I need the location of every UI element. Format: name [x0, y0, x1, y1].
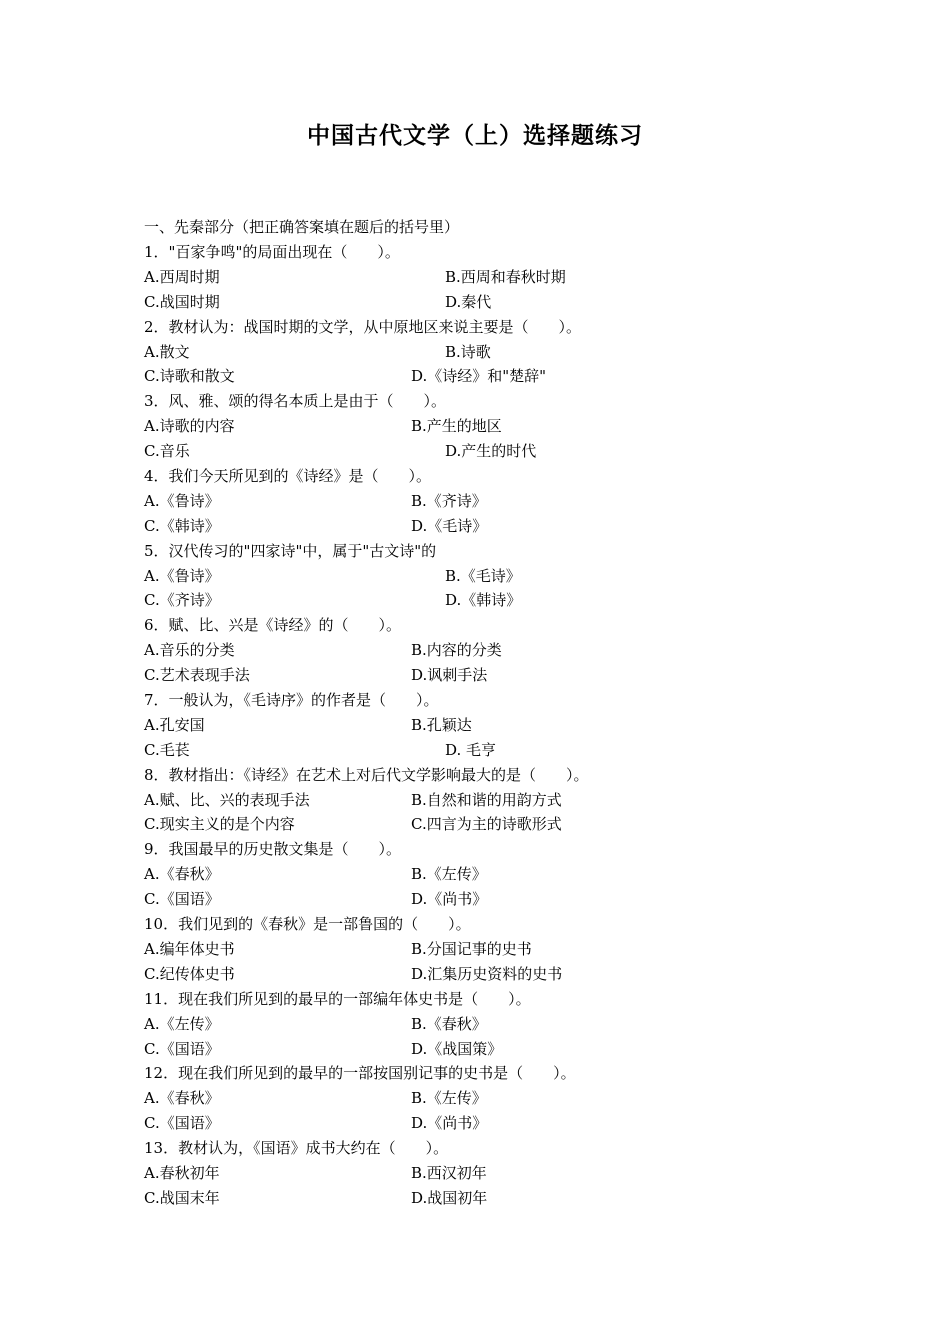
option-row [144, 1186, 844, 1211]
option-text: B.《齐诗》 [411, 491, 487, 510]
option-text: D.《尚书》 [411, 1114, 488, 1133]
option-text: A.孔安国 [144, 715, 205, 734]
question-stem: 9．我国最早的历史散文集是（ ）。 [144, 840, 402, 859]
option-text: B.分国记事的史书 [411, 939, 532, 958]
question-stem: 3．风、雅、颂的得名本质上是由于（ ）。 [144, 392, 447, 411]
option-row [144, 439, 844, 464]
option-text: B.自然和谐的用韵方式 [411, 790, 562, 809]
question-stem: 8．教材指出：《诗经》在艺术上对后代文学影响最大的是（ ）。 [144, 765, 589, 784]
option-text: D.《诗经》和"楚辞" [411, 367, 547, 386]
option-text: C.毛苌 [144, 740, 190, 759]
option-text: B.《毛诗》 [445, 566, 521, 585]
option-row [144, 588, 844, 613]
option-row [144, 812, 844, 837]
option-text: A.西周时期 [144, 267, 220, 286]
option-row [144, 290, 844, 315]
question-stem: 2．教材认为：战国时期的文学，从中原地区来说主要是（ ）。 [144, 317, 582, 336]
option-text: A.《春秋》 [144, 1089, 220, 1108]
question-stem: 12．现在我们所见到的最早的一部按国别记事的史书是（ ）。 [144, 1064, 576, 1083]
option-row [144, 887, 844, 912]
option-row [144, 713, 844, 738]
option-text: D.《韩诗》 [445, 591, 522, 610]
option-row [144, 514, 844, 539]
option-text: C.纪传体史书 [144, 964, 235, 983]
option-row [144, 663, 844, 688]
option-row [144, 489, 844, 514]
option-text: B.《左传》 [411, 865, 487, 884]
option-row [144, 340, 844, 365]
option-text: D.《尚书》 [411, 890, 488, 909]
option-text: C.《国语》 [144, 890, 220, 909]
question-stem: 1．"百家争鸣"的局面出现在（ ）。 [144, 243, 400, 261]
option-text: A.《鲁诗》 [144, 491, 220, 510]
option-row [144, 564, 844, 589]
question-stem: 10．我们见到的《春秋》是一部鲁国的（ ）。 [144, 915, 471, 934]
option-text: C.战国末年 [144, 1188, 220, 1207]
option-row [144, 862, 844, 887]
option-text: C.艺术表现手法 [144, 666, 250, 685]
option-row [144, 1161, 844, 1186]
option-text: D.《毛诗》 [411, 516, 488, 535]
option-text: A.《春秋》 [144, 865, 220, 884]
option-text: A.春秋初年 [144, 1163, 220, 1182]
question-stem: 4．我们今天所见到的《诗经》是（ ）。 [144, 467, 432, 486]
option-row [144, 738, 844, 763]
option-text: B.西汉初年 [411, 1163, 487, 1182]
option-text: A.《左传》 [144, 1014, 220, 1033]
option-text: A.编年体史书 [144, 939, 235, 958]
option-text: A.音乐的分类 [144, 641, 235, 660]
option-text: A.《鲁诗》 [144, 566, 220, 585]
option-text: A.诗歌的内容 [144, 417, 235, 436]
option-text: D.战国初年 [411, 1188, 488, 1207]
option-text: C.《齐诗》 [144, 591, 220, 610]
page-title: 中国古代文学（上）选择题练习 [307, 123, 643, 149]
option-row [144, 1111, 844, 1136]
question-list [144, 240, 844, 1211]
option-text: C.诗歌和散文 [144, 367, 235, 386]
option-row [144, 937, 844, 962]
question-stem: 7．一般认为，《毛诗序》的作者是（ ）。 [144, 691, 439, 710]
option-text: C.《韩诗》 [144, 516, 220, 535]
option-text: B.产生的地区 [411, 417, 502, 436]
option-text: C.四言为主的诗歌形式 [411, 815, 562, 834]
option-text: A.散文 [144, 342, 190, 361]
option-text: B.内容的分类 [411, 641, 502, 660]
option-text: A.赋、比、兴的表现手法 [144, 790, 310, 809]
option-text: C.《国语》 [144, 1039, 220, 1058]
option-text: B.《左传》 [411, 1089, 487, 1108]
question-stem: 5．汉代传习的"四家诗"中，属于"古文诗"的 [144, 541, 437, 560]
option-row [144, 962, 844, 987]
option-text: B.孔颖达 [411, 715, 472, 734]
question-stem: 13．教材认为，《国语》成书大约在（ ）。 [144, 1139, 449, 1158]
option-text: D.秦代 [445, 292, 492, 311]
option-text: C.《国语》 [144, 1114, 220, 1133]
option-text: D.产生的时代 [445, 442, 537, 461]
option-text: D. 毛亨 [445, 740, 497, 759]
option-text: C.战国时期 [144, 292, 220, 311]
question-stem: 6．赋、比、兴是《诗经》的（ ）。 [144, 616, 402, 635]
option-text: C.现实主义的是个内容 [144, 815, 295, 834]
option-row [144, 638, 844, 663]
option-row [144, 414, 844, 439]
option-text: D.讽刺手法 [411, 666, 488, 685]
option-row [144, 1086, 844, 1111]
option-text: D.汇集历史资料的史书 [411, 964, 563, 983]
option-row [144, 1037, 844, 1062]
option-text: B.诗歌 [445, 342, 491, 361]
option-row [144, 364, 844, 389]
question-stem: 11．现在我们所见到的最早的一部编年体史书是（ ）。 [144, 989, 531, 1008]
option-row [144, 1012, 844, 1037]
option-text: D.《战国策》 [411, 1039, 503, 1058]
option-text: C.音乐 [144, 442, 190, 461]
option-row [144, 788, 844, 813]
option-row [144, 265, 844, 290]
option-text: B.西周和春秋时期 [445, 267, 566, 286]
option-text: B.《春秋》 [411, 1014, 487, 1033]
section-heading: 一、先秦部分（把正确答案填在题后的括号里） [144, 218, 460, 236]
